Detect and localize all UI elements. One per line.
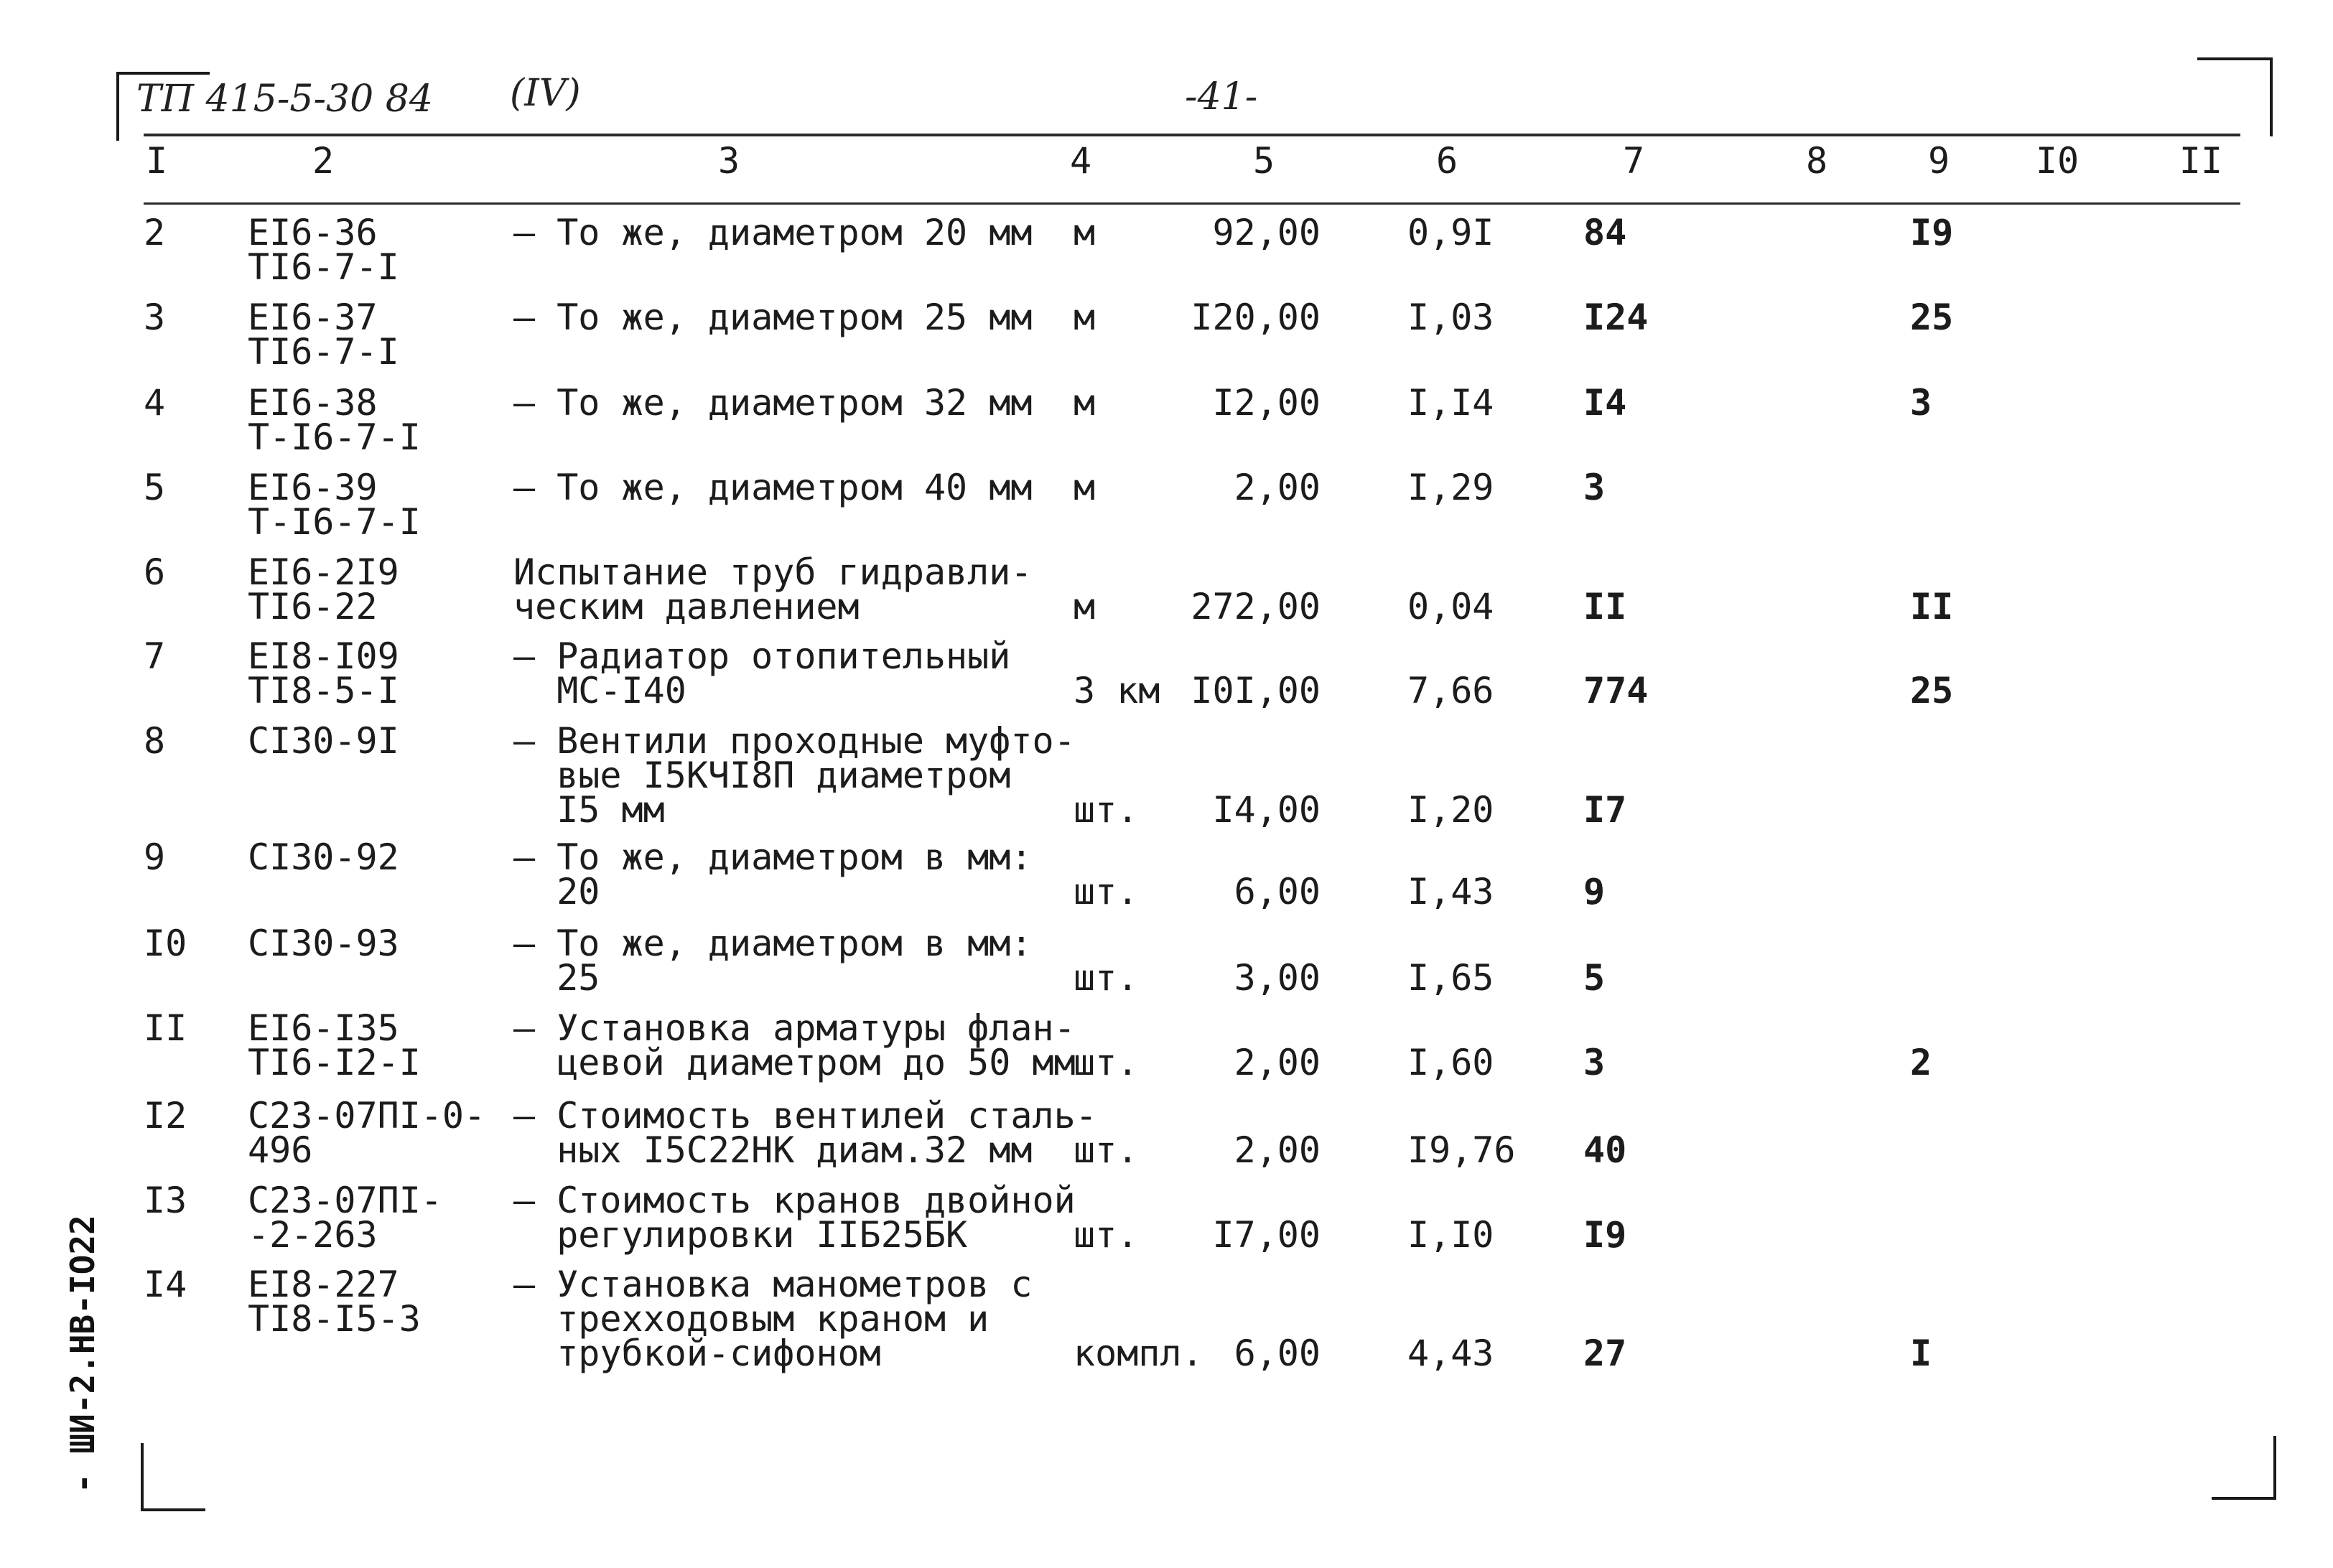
row-number: 5 [144, 467, 166, 508]
row-number: 9 [144, 836, 166, 878]
quantity: 272,00 [1191, 586, 1321, 627]
total-cost: 84 [1583, 212, 1627, 253]
quantity: I0I,00 [1191, 670, 1321, 711]
quantity: I4,00 [1212, 789, 1321, 831]
work-description: – Стоимость вентилей сталь- ных I5С22НК диам.32 мм [513, 1095, 1097, 1171]
column-header-3: 3 [717, 140, 740, 182]
unit-price: 0,9I [1407, 212, 1494, 253]
column-9-value: II [1910, 586, 1954, 627]
unit: м [1074, 586, 1096, 627]
work-description: – Стоимость кранов двойной регулировки IIБ25БК [513, 1180, 1076, 1256]
work-description: – То же, диаметром 20 мм [513, 212, 1033, 253]
header-bottom-rule [144, 202, 2240, 205]
column-header-8: 8 [1805, 140, 1828, 182]
total-cost: 774 [1583, 670, 1649, 711]
quantity: 2,00 [1234, 1129, 1321, 1171]
unit-price: I,65 [1407, 957, 1494, 999]
total-cost: I24 [1583, 297, 1649, 338]
norm-code: C23-07ПI- -2-263 [248, 1180, 442, 1256]
corner-mark-bottom-right [2273, 1436, 2276, 1500]
unit-price: I,29 [1407, 467, 1494, 508]
column-9-value: 2 [1910, 1042, 1932, 1083]
corner-mark-top-left [116, 72, 119, 141]
unit: компл. [1074, 1333, 1203, 1374]
norm-code: EI6-39 T-I6-7-I [248, 467, 421, 543]
quantity: I20,00 [1191, 297, 1321, 338]
work-description: – Установка манометров с трехходовым краном и трубкой-сифоном [513, 1264, 1033, 1374]
work-description: – То же, диаметром 40 мм [513, 467, 1033, 508]
work-description: – То же, диаметром 25 мм [513, 297, 1033, 338]
header-top-rule [144, 134, 2240, 136]
work-description: – Радиатор отопительный МС-I40 [513, 635, 1011, 711]
work-description: – То же, диаметром в мм: 20 [513, 836, 1033, 913]
quantity: 3,00 [1234, 957, 1321, 999]
column-9-value: 3 [1910, 382, 1932, 424]
column-9-value: 25 [1910, 297, 1954, 338]
page-number: -41- [1185, 75, 1258, 118]
column-header-2: 2 [312, 140, 335, 182]
total-cost: 27 [1583, 1333, 1627, 1374]
quantity: I2,00 [1212, 382, 1321, 424]
work-description: Испытание труб гидравли- ческим давлением [513, 551, 1033, 627]
unit: шт. [1074, 1214, 1139, 1256]
corner-mark-top-left [116, 72, 210, 75]
quantity: 6,00 [1234, 1333, 1321, 1374]
norm-code: EI8-227 TI8-I5-3 [248, 1264, 421, 1340]
total-cost: II [1583, 586, 1627, 627]
row-number: 2 [144, 212, 166, 253]
corner-mark-bottom-right [2212, 1497, 2276, 1500]
total-cost: I9 [1583, 1214, 1627, 1256]
column-9-value: 25 [1910, 670, 1954, 711]
unit-price: 0,04 [1407, 586, 1494, 627]
unit: м [1074, 212, 1096, 253]
column-header-6: 6 [1435, 140, 1458, 182]
unit: шт. [1074, 871, 1139, 913]
quantity: 2,00 [1234, 467, 1321, 508]
unit-price: 7,66 [1407, 670, 1494, 711]
corner-mark-top-right [2270, 57, 2273, 136]
unit-price: I9,76 [1407, 1129, 1516, 1171]
column-9-value: I [1910, 1333, 1932, 1374]
unit-price: 4,43 [1407, 1333, 1494, 1374]
document-code: ТП 415-5-30 84 [136, 78, 433, 121]
norm-code: EI6-37 TI6-7-I [248, 297, 399, 373]
unit: шт. [1074, 957, 1139, 999]
total-cost: 9 [1583, 871, 1606, 913]
row-number: I0 [144, 923, 187, 964]
norm-code: CI30-92 [248, 836, 399, 878]
total-cost: I7 [1583, 789, 1627, 831]
row-number: II [144, 1007, 187, 1049]
column-header-9: 9 [1927, 140, 1950, 182]
corner-mark-top-right [2197, 57, 2273, 60]
unit: шт. [1074, 1042, 1139, 1083]
row-number: I3 [144, 1180, 187, 1221]
norm-code: EI8-I09 TI8-5-I [248, 635, 399, 711]
unit-price: I,60 [1407, 1042, 1494, 1083]
column-header-7: 7 [1622, 140, 1645, 182]
total-cost: 3 [1583, 467, 1606, 508]
norm-code: EI6-2I9 TI6-22 [248, 551, 399, 627]
unit: 3 км [1074, 670, 1160, 711]
norm-code: EI6-38 T-I6-7-I [248, 382, 421, 458]
total-cost: 5 [1583, 957, 1606, 999]
work-description: – То же, диаметром 32 мм [513, 382, 1033, 424]
row-number: I2 [144, 1095, 187, 1137]
quantity: 2,00 [1234, 1042, 1321, 1083]
norm-code: EI6-I35 TI6-I2-I [248, 1007, 421, 1083]
side-stamp: - ШИ-2.НВ-IO22 [63, 1215, 102, 1493]
column-header-10: I0 [2035, 140, 2080, 182]
unit-price: I,20 [1407, 789, 1494, 831]
quantity: 92,00 [1212, 212, 1321, 253]
unit: м [1074, 382, 1096, 424]
norm-code: CI30-93 [248, 923, 399, 964]
unit-price: I,43 [1407, 871, 1494, 913]
norm-code: CI30-9I [248, 720, 399, 762]
work-description: – То же, диаметром в мм: 25 [513, 923, 1033, 999]
row-number: 6 [144, 551, 166, 593]
total-cost: 40 [1583, 1129, 1627, 1171]
unit-price: I,I0 [1407, 1214, 1494, 1256]
row-number: 7 [144, 635, 166, 677]
unit-price: I,I4 [1407, 382, 1494, 424]
unit: м [1074, 297, 1096, 338]
unit-price: I,03 [1407, 297, 1494, 338]
corner-mark-bottom-left [141, 1508, 205, 1511]
column-header-5: 5 [1252, 140, 1275, 182]
work-description: – Вентили проходные муфто- вые I5КЧI8П диаметром I5 мм [513, 720, 1076, 831]
column-header-1: I [145, 140, 168, 182]
total-cost: I4 [1583, 382, 1627, 424]
unit: шт. [1074, 789, 1139, 831]
row-number: 4 [144, 382, 166, 424]
column-header-11: II [2179, 140, 2223, 182]
quantity: 6,00 [1234, 871, 1321, 913]
norm-code: EI6-36 TI6-7-I [248, 212, 399, 288]
row-number: I4 [144, 1264, 187, 1305]
unit: шт. [1074, 1129, 1139, 1171]
work-description: – Установка арматуры флан- цевой диаметром до 50 мм [513, 1007, 1076, 1083]
column-header-4: 4 [1069, 140, 1092, 182]
column-9-value: I9 [1910, 212, 1954, 253]
row-number: 3 [144, 297, 166, 338]
part-mark: (IV) [510, 72, 581, 115]
corner-mark-bottom-left [141, 1443, 144, 1511]
total-cost: 3 [1583, 1042, 1606, 1083]
unit: м [1074, 467, 1096, 508]
quantity: I7,00 [1212, 1214, 1321, 1256]
row-number: 8 [144, 720, 166, 762]
norm-code: C23-07ПI-0- 496 [248, 1095, 486, 1171]
